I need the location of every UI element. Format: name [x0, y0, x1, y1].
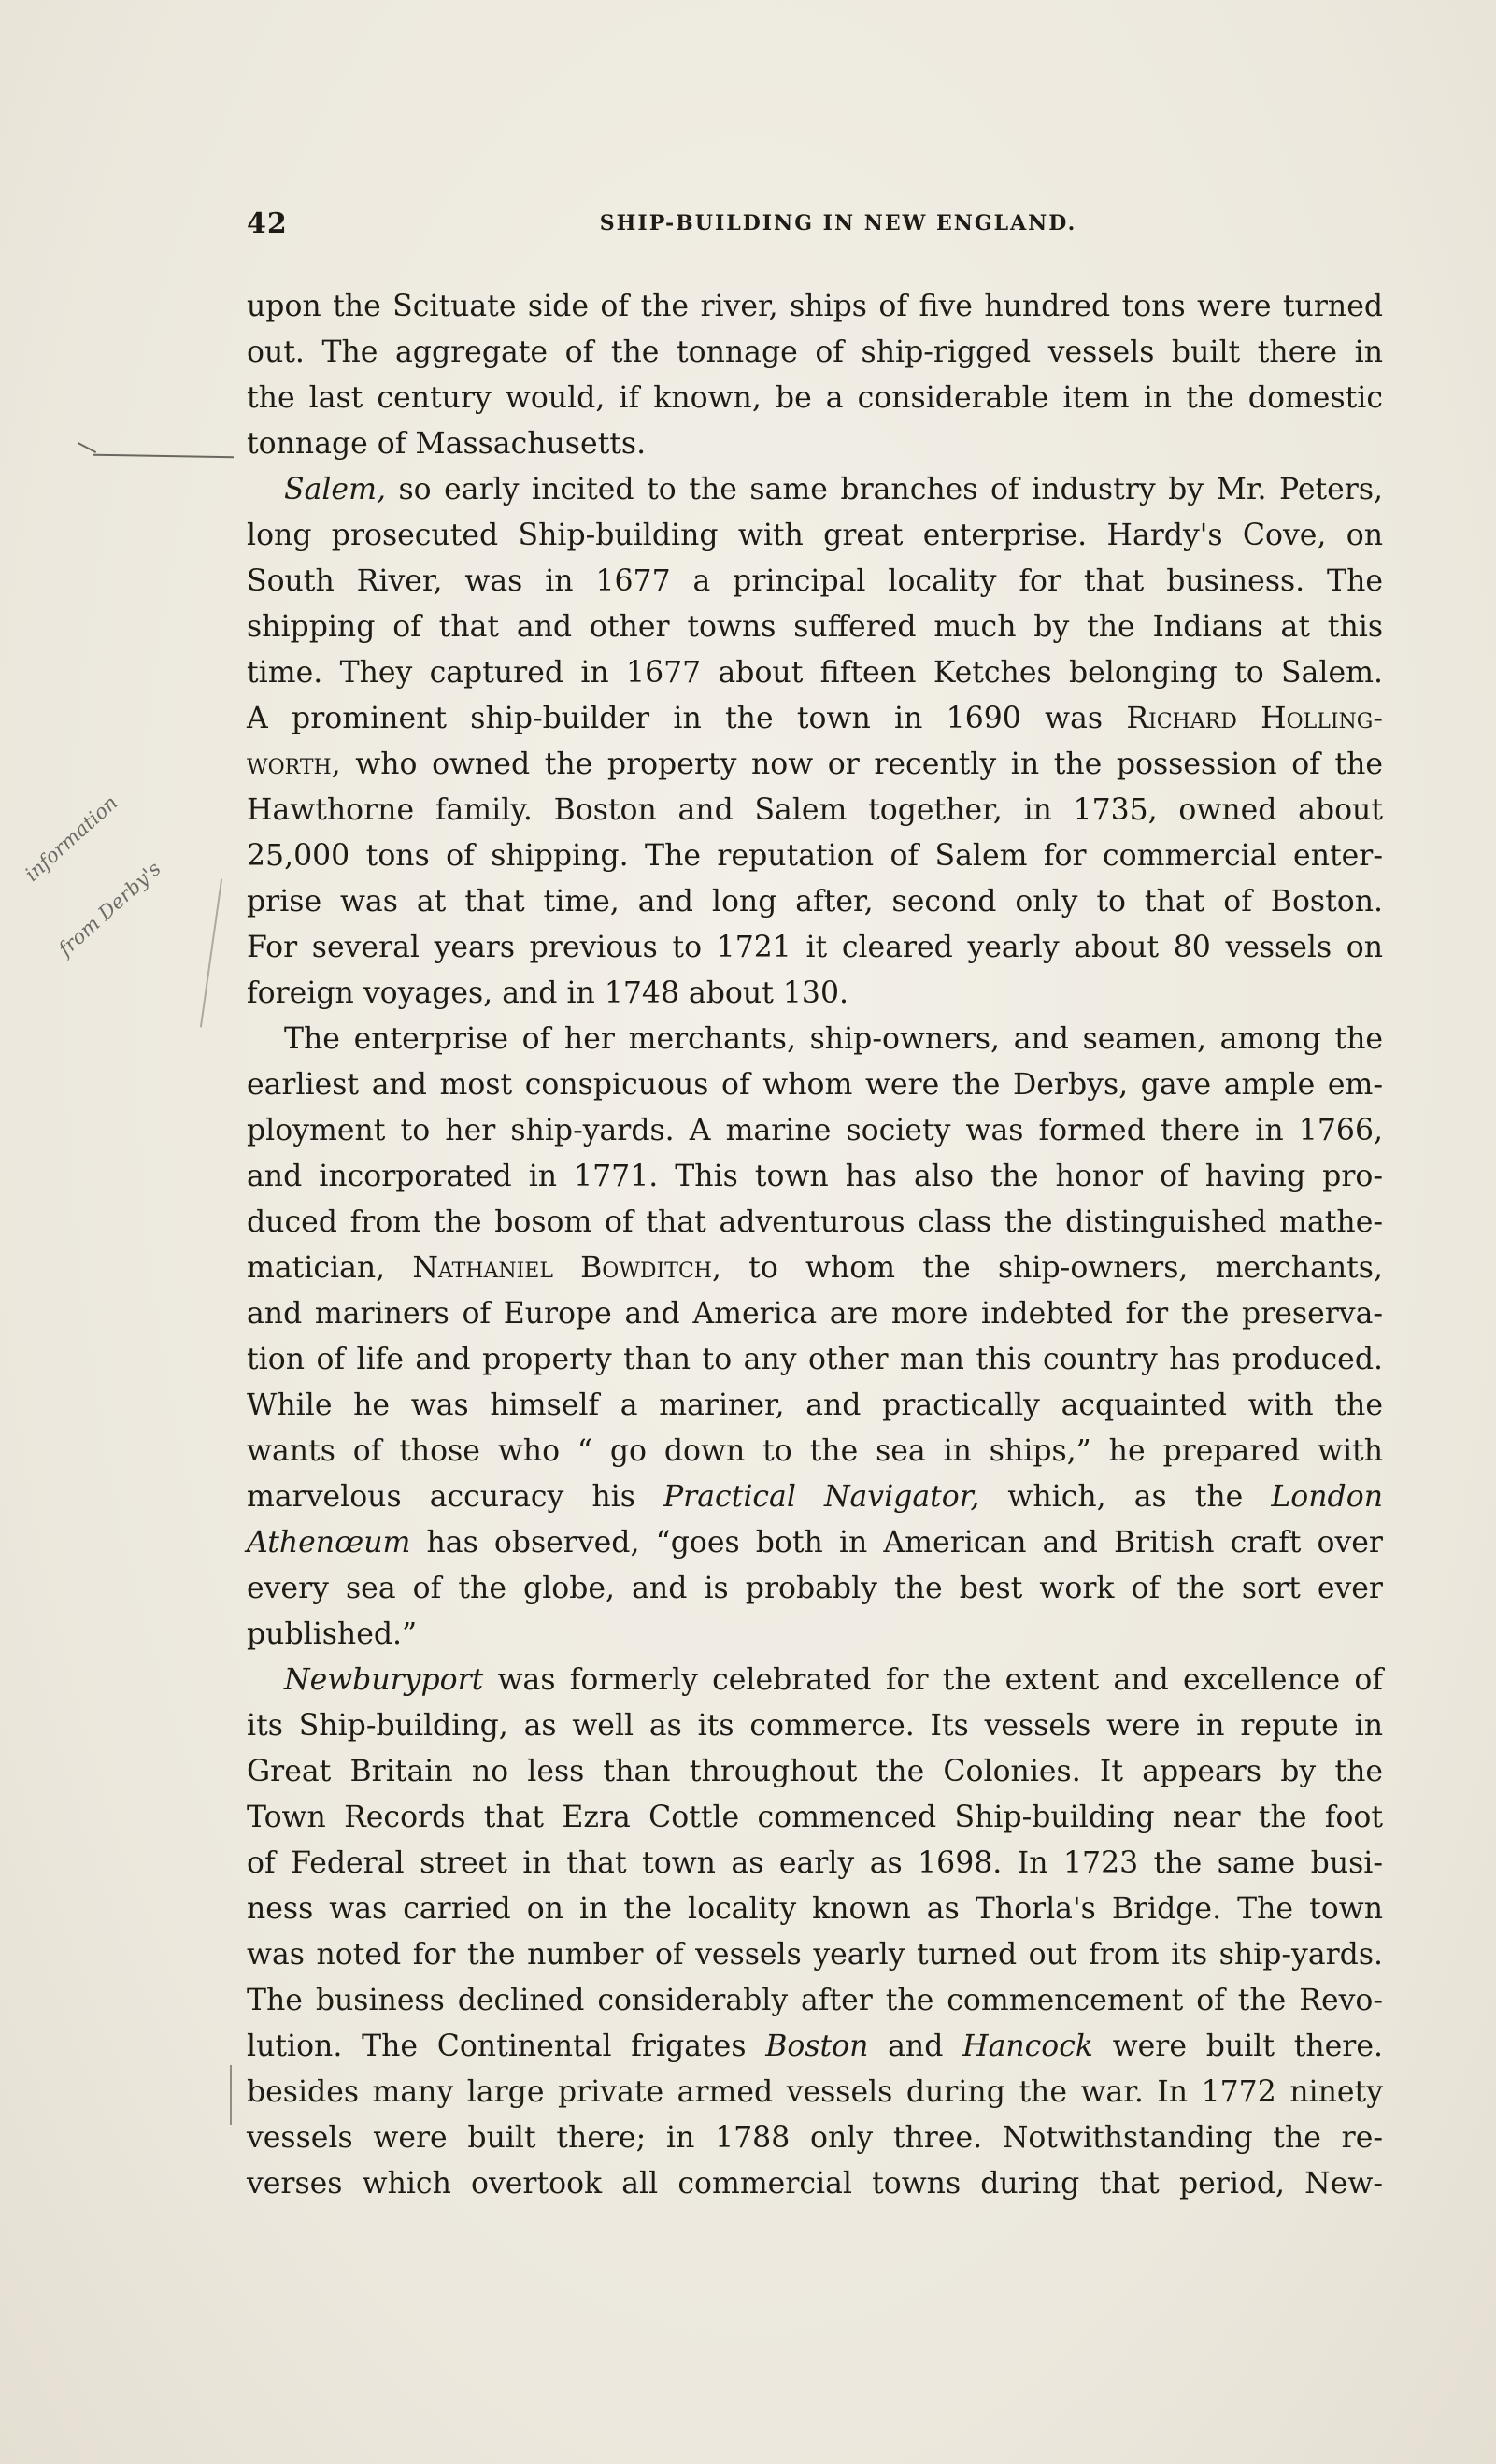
text-run: and [868, 2030, 963, 2063]
italic-text: Newburyport [284, 1663, 484, 1697]
small-caps-name: Nathaniel Bowditch, [412, 1251, 721, 1285]
text-run: out. The aggregate of the tonnage of ship-rigged vessels built there in [247, 335, 1383, 369]
italic-text: Hancock [962, 2030, 1093, 2063]
text-run: published.” [247, 1617, 418, 1651]
text-run: prise was at that time, and long after, second only to that of Boston. [247, 885, 1383, 919]
text-line [247, 1474, 1383, 1520]
text-run: time. They captured in 1677 about fifteen Ketches belonging to Salem. [247, 656, 1383, 690]
pencil-bracket-mark [230, 2065, 232, 2125]
text-line [247, 467, 1383, 513]
text-line [247, 1108, 1383, 1154]
text-run: and mariners of Europe and America are more indebted for the preserva- [247, 1297, 1383, 1331]
text-run: vessels were built there; in 1788 only three. Notwithstanding the re- [247, 2121, 1383, 2155]
text-run: The business declined considerably after the commencement of the Revo- [247, 1984, 1383, 2017]
body-text [247, 284, 1383, 2207]
text-line [247, 650, 1383, 696]
text-run: For several years previous to 1721 it cleared yearly about 80 vessels on [247, 931, 1383, 964]
small-caps-name: Richard Holling- [1126, 702, 1383, 735]
text-run: A prominent ship-builder in the town in 1690 was [247, 702, 1127, 735]
pencil-line-mark [93, 454, 234, 459]
text-line [247, 971, 1383, 1017]
text-line [247, 1932, 1383, 1978]
text-line [247, 1795, 1383, 1841]
text-line [247, 330, 1383, 376]
text-run: the last century would, if known, be a considerable item in the domestic [247, 381, 1383, 415]
text-line [247, 1749, 1383, 1795]
text-run: duced from the bosom of that adventurous class the distinguished mathe- [247, 1205, 1383, 1239]
text-run: its Ship-building, as well as its commerce. Its vessels were in repute in [247, 1709, 1383, 1743]
italic-text: Practical Navigator, [663, 1480, 980, 1514]
text-line [247, 1154, 1383, 1200]
text-line [247, 1887, 1383, 1932]
pencil-vertical-mark [200, 879, 222, 1028]
text-line [247, 284, 1383, 330]
page-number: 42 [247, 207, 288, 240]
text-line [247, 605, 1383, 650]
text-line [247, 513, 1383, 559]
text-run: was formerly celebrated for the extent and excellence of [483, 1663, 1383, 1697]
text-run: which, as the [979, 1480, 1272, 1514]
small-caps-name: worth, [247, 748, 341, 781]
paragraph [247, 467, 1383, 1017]
text-run: were built there. [1092, 2030, 1383, 2063]
text-run: Town Records that Ezra Cottle commenced Ship-building near the foot [247, 1801, 1383, 1834]
text-run: marvelous accuracy his [247, 1480, 663, 1514]
text-run: South River, was in 1677 a principal locality for that business. The [247, 564, 1383, 598]
text-line [247, 1017, 1383, 1062]
text-run: shipping of that and other towns suffered much by the Indians at this [247, 610, 1383, 644]
text-line [247, 1429, 1383, 1474]
text-line [247, 696, 1383, 742]
text-run: 25,000 tons of shipping. The reputation of Salem for commercial enter- [247, 839, 1383, 873]
text-line [247, 925, 1383, 971]
text-line [247, 1566, 1383, 1612]
text-line [247, 1978, 1383, 2024]
text-line [247, 2161, 1383, 2207]
paragraph [247, 284, 1383, 467]
text-run: tonnage of Massachusetts. [247, 427, 647, 461]
paragraph [247, 1017, 1383, 1658]
running-title: SHIP-BUILDING IN NEW ENGLAND. [599, 211, 1077, 235]
paragraph [247, 1658, 1383, 2207]
margin-note-information: information [21, 790, 122, 886]
text-line [247, 1703, 1383, 1749]
text-run: ness was carried on in the locality known as Thorla's Bridge. The town [247, 1892, 1383, 1926]
italic-text: London [1271, 1480, 1383, 1514]
text-line [247, 2070, 1383, 2115]
margin-note-derbys: from Derby's [54, 857, 165, 961]
text-line [247, 376, 1383, 421]
text-line [247, 1658, 1383, 1703]
text-run: upon the Scituate side of the river, ships of five hundred tons were turned [247, 290, 1383, 323]
text-run: The enterprise of her merchants, ship-owners, and seamen, among the [284, 1022, 1383, 1056]
pencil-tick-mark [78, 442, 96, 453]
page-header [247, 207, 1383, 245]
italic-text: Salem, [284, 473, 386, 506]
text-line [247, 1383, 1383, 1429]
text-run: lution. The Continental frigates [247, 2030, 766, 2063]
text-line [247, 421, 1383, 467]
text-run: and incorporated in 1771. This town has also the honor of having pro- [247, 1160, 1383, 1193]
text-line [247, 742, 1383, 788]
text-run: Hawthorne family. Boston and Salem together, in 1735, owned about [247, 793, 1383, 827]
text-line [247, 1200, 1383, 1246]
text-line [247, 1337, 1383, 1383]
text-line [247, 1246, 1383, 1291]
text-line [247, 2115, 1383, 2161]
text-run: earliest and most conspicuous of whom were the Derbys, gave ample em- [247, 1068, 1383, 1102]
text-run: was noted for the number of vessels yearly turned out from its ship-yards. [247, 1938, 1383, 1972]
text-line [247, 1062, 1383, 1108]
text-run: verses which overtook all commercial towns during that period, New- [247, 2167, 1383, 2201]
text-line [247, 559, 1383, 605]
text-line [247, 1520, 1383, 1566]
text-run: has observed, “goes both in American and British craft over [410, 1526, 1383, 1560]
text-run: wants of those who “ go down to the sea in ships,” he prepared with [247, 1434, 1383, 1468]
text-run: who owned the property now or recently in the possession of the [340, 748, 1383, 781]
text-line [247, 2024, 1383, 2070]
text-run: to whom the ship-owners, merchants, [720, 1251, 1383, 1285]
text-run: long prosecuted Ship-building with great enterprise. Hardy's Cove, on [247, 519, 1383, 552]
text-line [247, 879, 1383, 925]
text-run: foreign voyages, and in 1748 about 130. [247, 976, 848, 1010]
italic-text: Athenœum [247, 1526, 411, 1560]
text-run: of Federal street in that town as early as 1698. In 1723 the same busi- [247, 1846, 1383, 1880]
text-run: every sea of the globe, and is probably the best work of the sort ever [247, 1572, 1383, 1605]
text-run: besides many large private armed vessels during the war. In 1772 ninety [247, 2075, 1383, 2109]
text-line [247, 788, 1383, 833]
text-run: ployment to her ship-yards. A marine society was formed there in 1766, [247, 1114, 1383, 1147]
text-line [247, 1841, 1383, 1887]
text-run: While he was himself a mariner, and practically acquainted with the [247, 1389, 1383, 1422]
text-run: so early incited to the same branches of industry by Mr. Peters, [385, 473, 1383, 506]
text-line [247, 1291, 1383, 1337]
text-run: Great Britain no less than throughout the Colonies. It appears by the [247, 1755, 1383, 1788]
text-line [247, 1612, 1383, 1658]
text-run: tion of life and property than to any other man this country has produced. [247, 1343, 1383, 1376]
italic-text: Boston [765, 2030, 869, 2063]
text-line [247, 833, 1383, 879]
text-run: matician, [247, 1251, 413, 1285]
